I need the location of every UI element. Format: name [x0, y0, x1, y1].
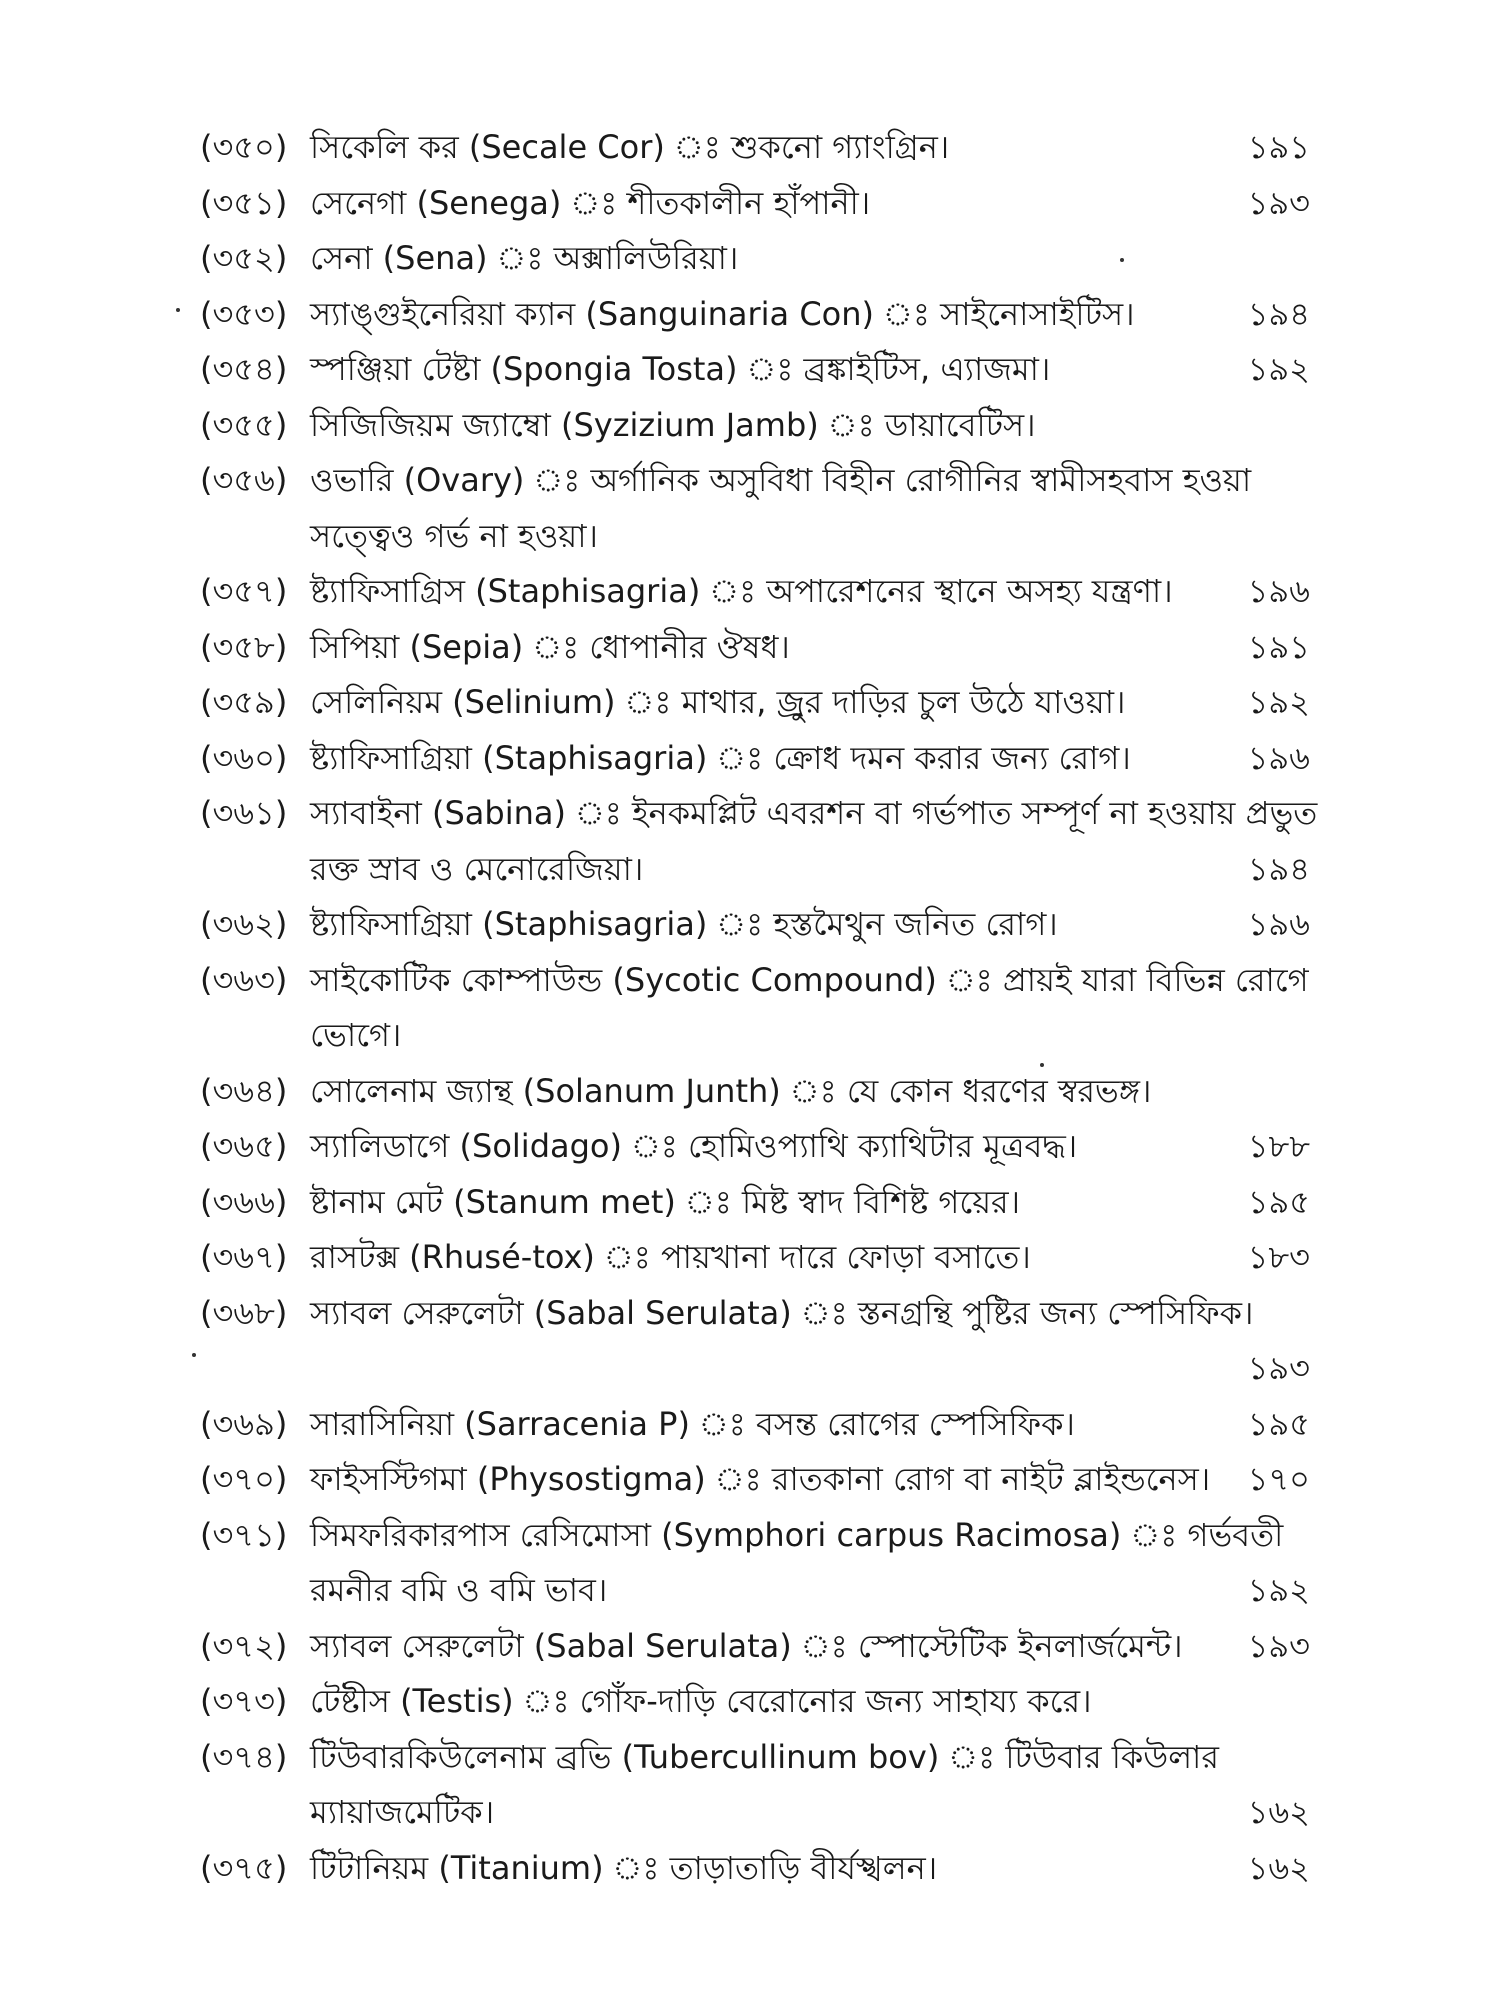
entry-number: (৩৫২)	[200, 239, 288, 277]
list-item	[200, 120, 1310, 176]
entry-text: সারাসিনিয়া (Sarracenia P) ঃ বসন্ত রোগের স্পেসিফিক।	[310, 1404, 1075, 1443]
entry-continuation: সত্ত্বেও গর্ভ না হওয়া।	[310, 516, 598, 555]
page-reference: ১৯৩	[1247, 183, 1310, 222]
list-item	[200, 398, 1310, 454]
document-page	[200, 120, 1318, 1896]
list-item	[200, 1230, 1310, 1286]
entry-text: স্যালিডাগে (Solidago) ঃ হোমিওপ্যাথি ক্যাথিটার মূত্রবদ্ধ।	[310, 1127, 1078, 1165]
entry-text: সেনা (Sena) ঃ অক্সালিউরিয়া।	[310, 239, 739, 277]
page-reference: ১৯১	[1247, 627, 1310, 666]
entry-number: (৩৫৪)	[200, 350, 288, 388]
scan-speck	[1120, 258, 1124, 262]
entry-number: (৩৭২)	[200, 1626, 288, 1665]
entry-text: স্যাবল সেরুলেটা (Sabal Serulata) ঃ স্তনগ্রন্থি পুষ্টির জন্য স্পেসিফিক।	[310, 1293, 1254, 1332]
page-reference: ১৯৬	[1247, 905, 1310, 943]
list-item	[200, 342, 1310, 398]
entry-text: স্পঞ্জিয়া টেষ্টা (Spongia Tosta) ঃ ব্রঙ্কাইটিস, এ্যাজমা।	[310, 350, 1051, 388]
list-item	[200, 786, 1318, 897]
scan-speck	[192, 1353, 196, 1357]
page-reference: ১৯২	[1247, 350, 1310, 388]
entry-number: (৩৫০)	[200, 128, 288, 166]
entry-text: ষ্ট্যাফিসাগ্রিয়া (Staphisagria) ঃ ক্রোধ দমন করার জন্য রোগ।	[310, 738, 1131, 777]
list-item	[200, 1674, 1310, 1730]
list-item	[200, 731, 1310, 787]
entry-continuation: রমনীর বমি ও বমি ভাব।	[310, 1571, 608, 1609]
entry-text: টিটানিয়ম (Titanium) ঃ তাড়াতাড়ি বীর্যস্খলন।	[310, 1848, 938, 1887]
entry-text: ষ্টানাম মেট (Stanum met) ঃ মিষ্ট স্বাদ বিশিষ্ট গয়ের।	[310, 1182, 1021, 1221]
entry-text: ওভারি (Ovary) ঃ অর্গানিক অসুবিধা বিহীন রোগীনির স্বামীসহবাস হওয়া	[310, 461, 1252, 499]
list-item	[200, 675, 1310, 731]
entry-continuation: ভোগে।	[310, 1016, 402, 1054]
list-item	[200, 1119, 1310, 1175]
entry-number: (৩৬৭)	[200, 1238, 288, 1276]
entry-text: সিজিজিয়ম জ্যাম্বো (Syzizium Jamb) ঃ ডায়াবেটিস।	[310, 405, 1036, 444]
entry-text: রাসটক্স (Rhusé-tox) ঃ পায়খানা দারে ফোড়া বসাতে।	[310, 1238, 1031, 1276]
page-reference: ১৯৫	[1247, 1404, 1310, 1443]
entry-text: ষ্ট্যাফিসাগ্রিয়া (Staphisagria) ঃ হস্তমৈথুন জনিত রোগ।	[310, 905, 1058, 943]
entry-text: সাইকোটিক কোম্পাউন্ড (Sycotic Compound) ঃ প্রায়ই যারা বিভিন্ন রোগে	[310, 960, 1309, 999]
entry-text: স্যাবল সেরুলেটা (Sabal Serulata) ঃ স্পোস্টেটিক ইনলার্জমেন্ট।	[310, 1626, 1183, 1665]
entry-number: (৩৭৪)	[200, 1737, 288, 1776]
list-item	[200, 1175, 1310, 1231]
page-reference: ১৯৬	[1247, 738, 1310, 777]
entry-number: (৩৫৭)	[200, 572, 288, 610]
entry-number: (৩৭১)	[200, 1515, 288, 1554]
page-reference: ১৯৪	[1247, 294, 1310, 333]
entry-text: টেষ্টীস (Testis) ঃ গোঁফ-দাড়ি বেরোনোর জন্য সাহায্য করে।	[310, 1682, 1092, 1720]
entry-continuation: রক্ত স্রাব ও মেনোরেজিয়া।	[310, 849, 644, 888]
entry-number: (৩৫৮)	[200, 627, 288, 666]
list-item	[200, 287, 1310, 343]
entry-number: (৩৭৩)	[200, 1682, 288, 1720]
entry-text: স্যাবাইনা (Sabina) ঃ ইনকমপ্লিট এবরশন বা গর্ভপাত সম্পূর্ণ না হওয়ায় প্রভুত	[310, 794, 1318, 832]
entry-number: (৩৬৯)	[200, 1404, 288, 1443]
list-item	[200, 564, 1310, 620]
page-reference: ১৯৩	[1247, 1349, 1310, 1387]
page-reference: ১৮৮	[1247, 1127, 1310, 1165]
list-item	[200, 176, 1310, 232]
entry-text: সিকেলি কর (Secale Cor) ঃ শুকনো গ্যাংগ্রিন।	[310, 128, 950, 166]
entry-number: (৩৬১)	[200, 794, 288, 832]
entry-text: সিমফরিকারপাস রেসিমোসা (Symphori carpus Racimosa) ঃ গর্ভবতী	[310, 1515, 1284, 1554]
list-item	[200, 1452, 1310, 1508]
scan-speck	[176, 308, 180, 312]
entry-number: (৩৫৫)	[200, 405, 288, 444]
list-item	[200, 1508, 1310, 1619]
entry-text: সিপিয়া (Sepia) ঃ ধোপানীর ঔষধ।	[310, 627, 790, 666]
entry-number: (৩৫৯)	[200, 683, 288, 721]
page-reference: ১৬২	[1247, 1848, 1310, 1887]
entry-number: (৩৬৫)	[200, 1127, 288, 1165]
entry-number: (৩৬০)	[200, 738, 288, 777]
list-item	[200, 1619, 1310, 1675]
entry-number: (৩৬৮)	[200, 1293, 288, 1332]
page-reference: ১৯১	[1247, 128, 1310, 166]
entry-number: (৩৬৬)	[200, 1182, 288, 1221]
entry-text: ষ্ট্যাফিসাগ্রিস (Staphisagria) ঃ অপারেশনের স্থানে অসহ্য যন্ত্রণা।	[310, 572, 1173, 610]
page-reference: ১৯৩	[1247, 1626, 1310, 1665]
entry-number: (৩৫৩)	[200, 294, 288, 333]
list-item	[200, 1397, 1310, 1453]
entry-number: (৩৫১)	[200, 183, 288, 222]
page-reference: ১৯২	[1247, 683, 1310, 721]
entry-number: (৩৫৬)	[200, 461, 288, 499]
entry-number: (৩৬৩)	[200, 960, 288, 999]
page-reference: ১৯২	[1247, 1571, 1310, 1609]
entry-continuation: ম্যায়াজমেটিক।	[310, 1793, 495, 1831]
list-item	[200, 620, 1310, 676]
entry-text: ফাইসস্টিগমা (Physostigma) ঃ রাতকানা রোগ বা নাইট ব্লাইন্ডনেস।	[310, 1460, 1211, 1498]
entry-text: সেলিনিয়ম (Selinium) ঃ মাথার, জ্রুর দাড়ির চুল উঠে যাওয়া।	[310, 683, 1126, 721]
entry-number: (৩৬২)	[200, 905, 288, 943]
entry-text: সোলেনাম জ্যান্থ (Solanum Junth) ঃ যে কোন ধরণের স্বরভঙ্গ।	[310, 1071, 1152, 1110]
entry-text: টিউবারকিউলেনাম ব্রভি (Tubercullinum bov) ঃ টিউবার কিউলার	[310, 1737, 1219, 1776]
list-item	[200, 1730, 1310, 1841]
page-reference: ১৯৪	[1247, 849, 1310, 888]
entry-number: (৩৬৪)	[200, 1071, 288, 1110]
entry-number: (৩৭৫)	[200, 1848, 288, 1887]
entry-text: সেনেগা (Senega) ঃ শীতকালীন হাঁপানী।	[310, 183, 871, 222]
page-reference: ১৬২	[1247, 1793, 1310, 1831]
list-item	[200, 453, 1310, 564]
page-reference: ১৯৫	[1247, 1182, 1310, 1221]
entry-number: (৩৭০)	[200, 1460, 288, 1498]
scan-speck	[1040, 1063, 1044, 1067]
entry-text: স্যাঙ্গুইনেরিয়া ক্যান (Sanguinaria Con) ঃ সাইনোসাইটিস।	[310, 294, 1135, 333]
list-item	[200, 1841, 1310, 1897]
page-reference: ১৭০	[1247, 1460, 1310, 1498]
list-item	[200, 1064, 1310, 1120]
list-item	[200, 953, 1310, 1064]
page-reference: ১৯৬	[1247, 572, 1310, 610]
list-item	[200, 231, 1310, 287]
list-item	[200, 897, 1310, 953]
page-reference: ১৮৩	[1247, 1238, 1310, 1276]
list-item	[200, 1286, 1310, 1397]
